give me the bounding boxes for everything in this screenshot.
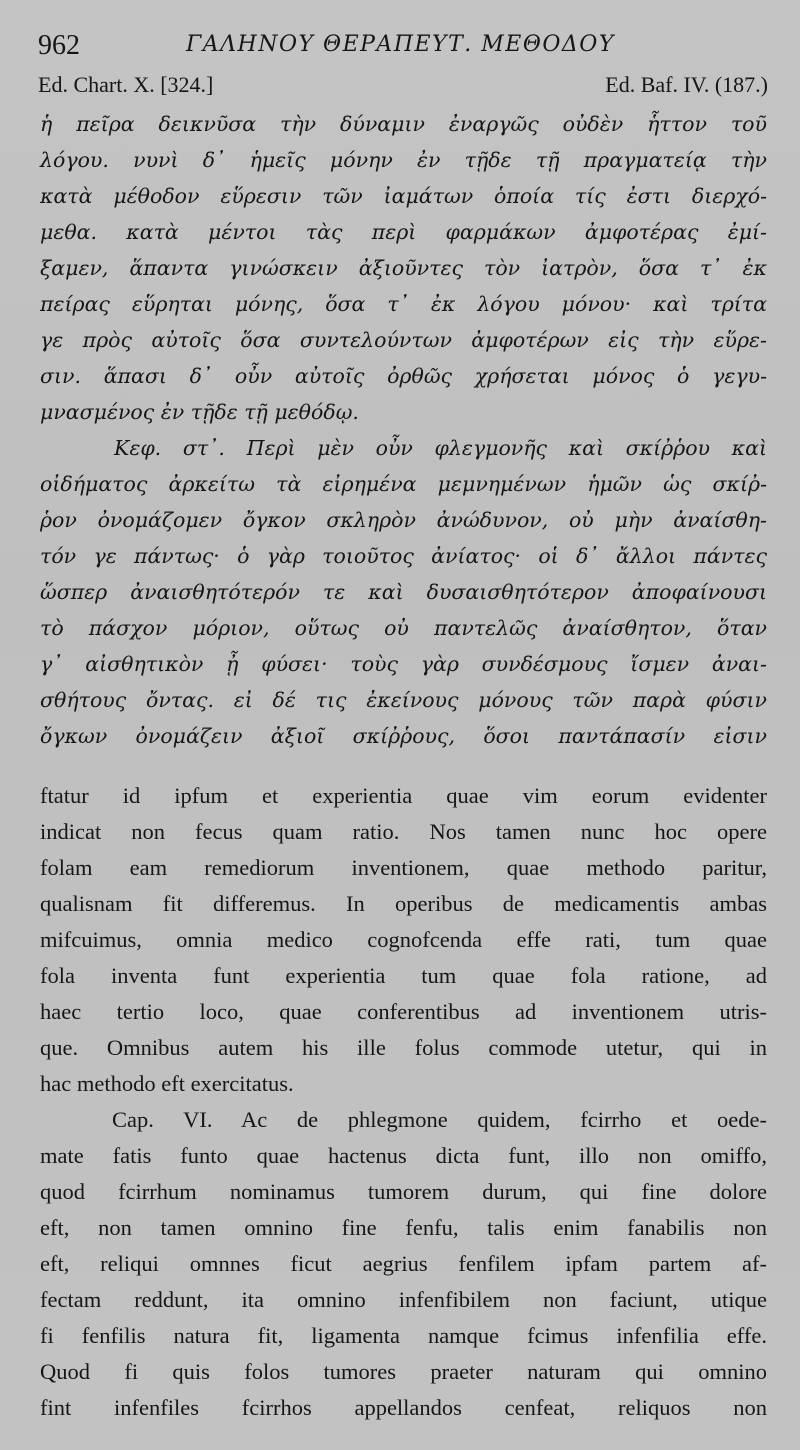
edition-basel-reference: Ed. Baf. IV. (187.) <box>605 72 768 97</box>
latin-line: fectam reddunt, ita omnino infenfibilem non faciunt, utique <box>40 1287 767 1312</box>
greek-line: σιν. ἅπασι δ᾽ οὖν αὐτοῖς ὀρθῶς χρήσεται μόνος ὁ γεγυ- <box>40 364 767 388</box>
latin-line: indicat non fecus quam ratio. Nos tamen nunc hoc opere <box>40 819 767 844</box>
latin-paragraph-end-line: hac methodo eft exercitatus. <box>40 1071 294 1096</box>
running-title: ΓΑΛΗΝΟΥ ΘΕΡΑΠΕΥΤ. ΜΕΘΟΔΟΥ <box>186 32 615 57</box>
latin-line: eft, non tamen omnino fine fenfu, talis enim fanabilis non <box>40 1215 767 1240</box>
greek-line: τόν γε πάντως· ὁ γὰρ τοιοῦτος ἀνίατος· οἱ δ᾽ ἄλλοι πάντες <box>40 544 767 568</box>
page-number: 962 <box>38 30 80 61</box>
greek-line: μεθα. κατὰ μέντοι τὰς περὶ φαρμάκων ἀμφοτέρας ἐμί- <box>40 220 767 244</box>
latin-text-block <box>40 778 767 1426</box>
latin-line: fi fenfilis natura fit, ligamenta namque fcimus infenfilia effe. <box>40 1323 767 1348</box>
greek-line: ῥον ὀνομάζομεν ὄγκον σκληρὸν ἀνώδυνον, οὐ μὴν ἀναίσθη- <box>40 508 767 532</box>
greek-chapter-heading-line: Κεφ. στ᾽. Περὶ μὲν οὖν φλεγμονῆς καὶ σκίῤῥου καὶ <box>114 436 767 460</box>
latin-line: mifcuimus, omnia medico cognofcenda effe rati, tum quae <box>40 927 767 952</box>
latin-chapter-heading-line: Cap. VI. Ac de phlegmone quidem, fcirrho et oede- <box>112 1107 767 1132</box>
greek-paragraph-end-line: μνασμένος ἐν τῇδε τῇ μεθόδῳ. <box>40 400 359 424</box>
edition-chartier-reference: Ed. Chart. X. [324.] <box>38 72 214 97</box>
greek-line: λόγου. νυνὶ δ᾽ ἡμεῖς μόνην ἐν τῇδε τῇ πραγματείᾳ τὴν <box>40 148 767 172</box>
latin-line: eft, reliqui omnnes ficut aegrius fenfilem ipfam partem af- <box>40 1251 767 1276</box>
page-header <box>38 28 768 62</box>
latin-line: qualisnam fit differemus. In operibus de medicamentis ambas <box>40 891 767 916</box>
greek-line: κατὰ μέθοδον εὕρεσιν τῶν ἰαμάτων ὁποία τίς ἐστι διερχό- <box>40 184 767 208</box>
edition-reference-line <box>38 72 768 102</box>
greek-text-block <box>40 106 767 754</box>
greek-line: σθήτους ὄντας. εἰ δέ τις ἐκείνους μόνους τῶν παρὰ φύσιν <box>40 688 767 712</box>
greek-line: γ᾽ αἰσθητικὸν ᾖ φύσει· τοὺς γὰρ συνδέσμους ἴσμεν ἀναι- <box>40 652 767 676</box>
latin-line: ftatur id ipfum et experientia quae vim eorum evidenter <box>40 783 767 808</box>
greek-line: οἰδήματος ἀρκείτω τὰ εἰρημένα μεμνημένων ἡμῶν ὡς σκίῤ- <box>40 472 767 496</box>
latin-line: que. Omnibus autem his ille folus commode utetur, qui in <box>40 1035 767 1060</box>
greek-line: πείρας εὕρηται μόνης, ὅσα τ᾽ ἐκ λόγου μόνου· καὶ τρίτα <box>40 292 767 316</box>
greek-line: γε πρὸς αὐτοῖς ὅσα συντελούντων ἀμφοτέρων εἰς τὴν εὕρε- <box>40 328 767 352</box>
greek-line: ξαμεν, ἅπαντα γινώσκειν ἀξιοῦντες τὸν ἰατρὸν, ὅσα τ᾽ ἐκ <box>40 256 767 280</box>
latin-line: fola inventa funt experientia tum quae fola ratione, ad <box>40 963 767 988</box>
greek-line: ἡ πεῖρα δεικνῦσα τὴν δύναμιν ἐναργῶς οὐδὲν ἧττον τοῦ <box>40 112 767 136</box>
greek-line: ὥσπερ ἀναισθητότερόν τε καὶ δυσαισθητότερον ἀποφαίνουσι <box>40 580 767 604</box>
greek-line: τὸ πάσχον μόριον, οὕτως οὐ παντελῶς ἀναίσθητον, ὅταν <box>40 616 767 640</box>
latin-line: quod fcirrhum nominamus tumorem durum, qui fine dolore <box>40 1179 767 1204</box>
latin-line: folam eam remediorum inventionem, quae methodo paritur, <box>40 855 767 880</box>
greek-line: ὄγκων ὀνομάζειν ἀξιοῖ σκίῤῥους, ὅσοι παντάπασίν εἰσιν <box>40 724 767 748</box>
latin-line: mate fatis funto quae hactenus dicta funt, illo non omiffo, <box>40 1143 767 1168</box>
latin-line: Quod fi quis folos tumores praeter naturam qui omnino <box>40 1359 767 1384</box>
latin-line: haec tertio loco, quae conferentibus ad inventionem utris- <box>40 999 767 1024</box>
latin-line: fint infenfiles fcirrhos appellandos cenfeat, reliquos non <box>40 1395 767 1420</box>
